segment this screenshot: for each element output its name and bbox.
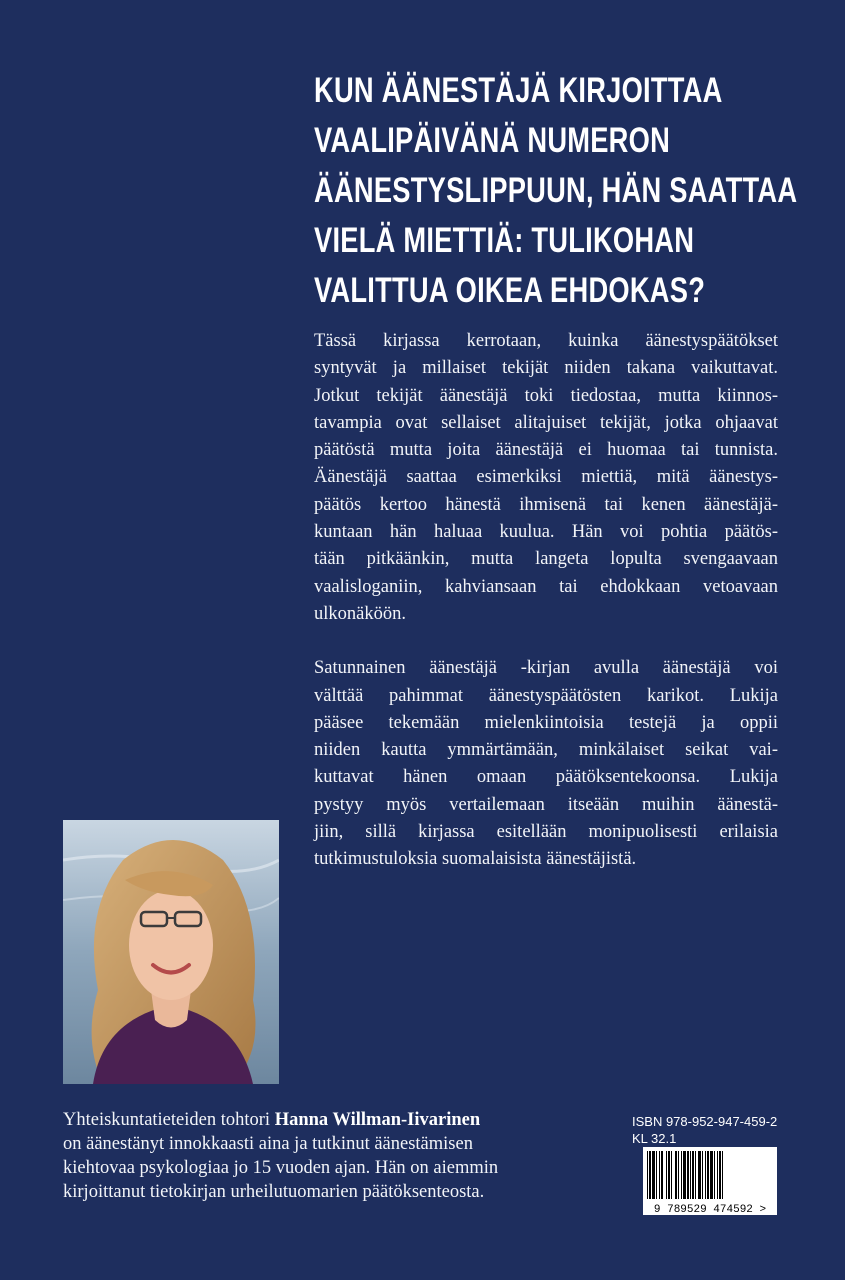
isbn-number: ISBN 978-952-947-459-2	[632, 1114, 778, 1129]
text-line: kuntaan hän haluaa kuulua. Hän voi pohtia päätös-	[314, 522, 778, 543]
text-line: on äänestänyt innokkaasti aina ja tutkinut äänestämisen	[63, 1134, 473, 1154]
text-line: niiden kautta ymmärtämään, minkälaiset seikat vai-	[314, 740, 778, 761]
headline	[314, 66, 814, 316]
text-line: päätös kertoo hänestä ihmisenä tai kenen äänestäjä-	[314, 494, 778, 515]
text-line: tavampia ovat sellaiset alitajuiset tekijät, jotka ohjaavat	[314, 412, 778, 433]
text-line: jiin, sillä kirjassa esitellään monipuolisesti erilaisia	[314, 822, 778, 843]
author-name: Hanna Willman-Iivarinen	[274, 1110, 481, 1130]
text-line: tutkimustuloksia suomalaisista äänestäjistä.	[314, 849, 637, 870]
text-line: ulkonäköön.	[314, 603, 406, 624]
library-classification: KL 32.1	[632, 1131, 677, 1146]
text-line: tään pitkäänkin, mutta langeta lopulta svengaavaan	[314, 549, 778, 570]
barcode-digits: 9 789529 474592 >	[653, 1204, 767, 1215]
text-line: pääsee tekemään mielenkiintoisia testejä ja oppii	[314, 712, 778, 733]
barcode-bars	[647, 1151, 723, 1199]
headline-line: VAALIPÄIVÄNÄ NUMERON	[314, 121, 671, 160]
text-line: kirjoittanut tietokirjan urheilutuomarien päätöksenteosta.	[63, 1182, 485, 1202]
text-line: vaalisloganiin, kahviansaan tai ehdokkaan vetoavaan	[314, 576, 778, 597]
blurb-paragraph-2	[314, 655, 778, 873]
headline-line: KUN ÄÄNESTÄJÄ KIRJOITTAA	[314, 71, 723, 110]
headline-line: VIELÄ MIETTIÄ: TULIKOHAN	[314, 221, 695, 260]
author-photo	[63, 820, 279, 1084]
text-line: pystyy myös vertailemaan itseään muihin äänestä-	[314, 794, 778, 815]
text-line: Äänestäjä saattaa esimerkiksi miettiä, mitä äänestys-	[314, 467, 778, 488]
text-line	[63, 1108, 603, 1132]
headline-line: ÄÄNESTYSLIPPUUN, HÄN SAATTAA	[314, 171, 798, 210]
text-line: kiehtovaa psykologiaa jo 15 vuoden ajan. Hän on aiemmin	[63, 1158, 499, 1178]
blurb-paragraph-1	[314, 328, 778, 628]
text-line: Tässä kirjassa kerrotaan, kuinka äänestyspäätökset	[314, 331, 778, 351]
author-bio	[63, 1108, 603, 1204]
headline-line: VALITTUA OIKEA EHDOKAS?	[314, 271, 706, 310]
text-line: päätöstä mutta joita äänestäjä ei huomaa tai tunnista.	[314, 440, 778, 461]
text-line: Satunnainen äänestäjä -kirjan avulla äänestäjä voi	[314, 658, 778, 679]
barcode	[643, 1147, 777, 1215]
text-line: välttää pahimmat äänestyspäätösten karikot. Lukija	[314, 685, 778, 706]
bio-prefix: Yhteiskuntatieteiden tohtori	[63, 1110, 275, 1130]
text-line: syntyvät ja millaiset tekijät niiden takana vaikuttavat.	[314, 358, 778, 379]
isbn-block	[632, 1113, 782, 1147]
blurb	[314, 328, 778, 874]
text-line: Jotkut tekijät äänestäjä toki tiedostaa, mutta kiinnos-	[314, 385, 778, 406]
text-line: kuttavat hänen omaan päätöksentekoonsa. Lukija	[314, 767, 778, 788]
